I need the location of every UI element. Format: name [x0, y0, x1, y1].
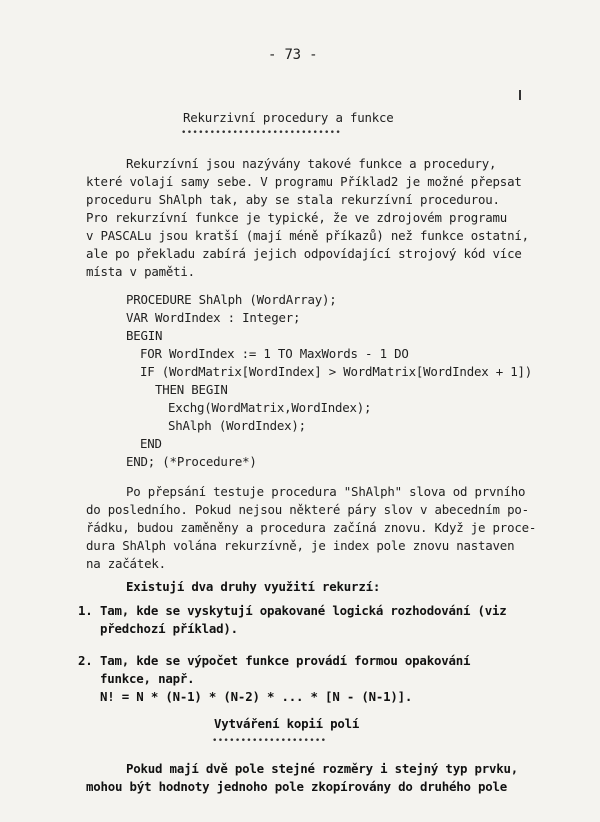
list-item-line: funkce, např.	[100, 671, 195, 686]
paragraph-line: řádku, budou zaměněny a procedura začíná znovu. Když je proce-	[86, 520, 537, 535]
code-line: FOR WordIndex := 1 TO MaxWords - 1 DO	[140, 346, 409, 361]
paragraph-line: Pro rekurzívní funkce je typické, že ve zdrojovém programu	[86, 210, 508, 225]
paragraph-line: Pokud mají dvě pole stejné rozměry i stejný typ prvku,	[126, 761, 519, 776]
paragraph-line: Existují dva druhy využití rekurzí:	[126, 579, 381, 594]
section-title-underline: ••••••••••••••••••••	[212, 736, 327, 746]
paragraph-line: místa v paměti.	[86, 264, 195, 279]
code-line: END; (*Procedure*)	[126, 454, 257, 469]
paragraph-line: v PASCALu jsou kratší (mají méně příkazů) než funkce ostatní,	[86, 228, 529, 243]
code-line: THEN BEGIN	[155, 382, 228, 397]
list-item-line: Tam, kde se vyskytují opakované logická rozhodování (viz	[100, 603, 507, 618]
code-line: ShAlph (WordIndex);	[168, 418, 306, 433]
list-item-marker: 1.	[78, 603, 93, 618]
corner-mark	[519, 90, 521, 100]
paragraph-line: na začátek.	[86, 556, 166, 571]
paragraph-line: mohou být hodnoty jednoho pole zkopírovány do druhého pole	[86, 779, 508, 794]
list-item-line: Tam, kde se výpočet funkce provádí formou opakování	[100, 653, 471, 668]
code-line: PROCEDURE ShAlph (WordArray);	[126, 292, 337, 307]
code-line: Exchg(WordMatrix,WordIndex);	[168, 400, 372, 415]
code-line: BEGIN	[126, 328, 163, 343]
paragraph-line: proceduru ShAlph tak, aby se stala rekurzívní procedurou.	[86, 192, 500, 207]
formula-line: N! = N * (N-1) * (N-2) * ... * [N - (N-1)].	[100, 689, 413, 704]
paragraph-line: které volají samy sebe. V programu Příklad2 je možné přepsat	[86, 174, 522, 189]
paragraph-line: ale po překladu zabírá jejich odpovídající strojový kód více	[86, 246, 522, 261]
paragraph-line: do posledního. Pokud nejsou některé páry slov v abecedním po-	[86, 502, 529, 517]
paragraph-line: Rekurzívní jsou nazývány takové funkce a procedury,	[126, 156, 497, 171]
code-line: IF (WordMatrix[WordIndex] > WordMatrix[WordIndex + 1])	[140, 364, 533, 379]
code-line: VAR WordIndex : Integer;	[126, 310, 301, 325]
code-line: END	[140, 436, 162, 451]
list-item-line: předchozí příklad).	[100, 621, 238, 636]
page-number: - 73 -	[268, 47, 318, 63]
list-item-marker: 2.	[78, 653, 93, 668]
paragraph-line: Po přepsání testuje procedura "ShAlph" slova od prvního	[126, 484, 526, 499]
section-title: Vytváření kopií polí	[214, 716, 360, 731]
section-title: Rekurzivní procedury a funkce	[183, 110, 394, 125]
paragraph-line: dura ShAlph volána rekurzívně, je index pole znovu nastaven	[86, 538, 515, 553]
section-title-underline: ••••••••••••••••••••••••••••	[181, 128, 342, 138]
